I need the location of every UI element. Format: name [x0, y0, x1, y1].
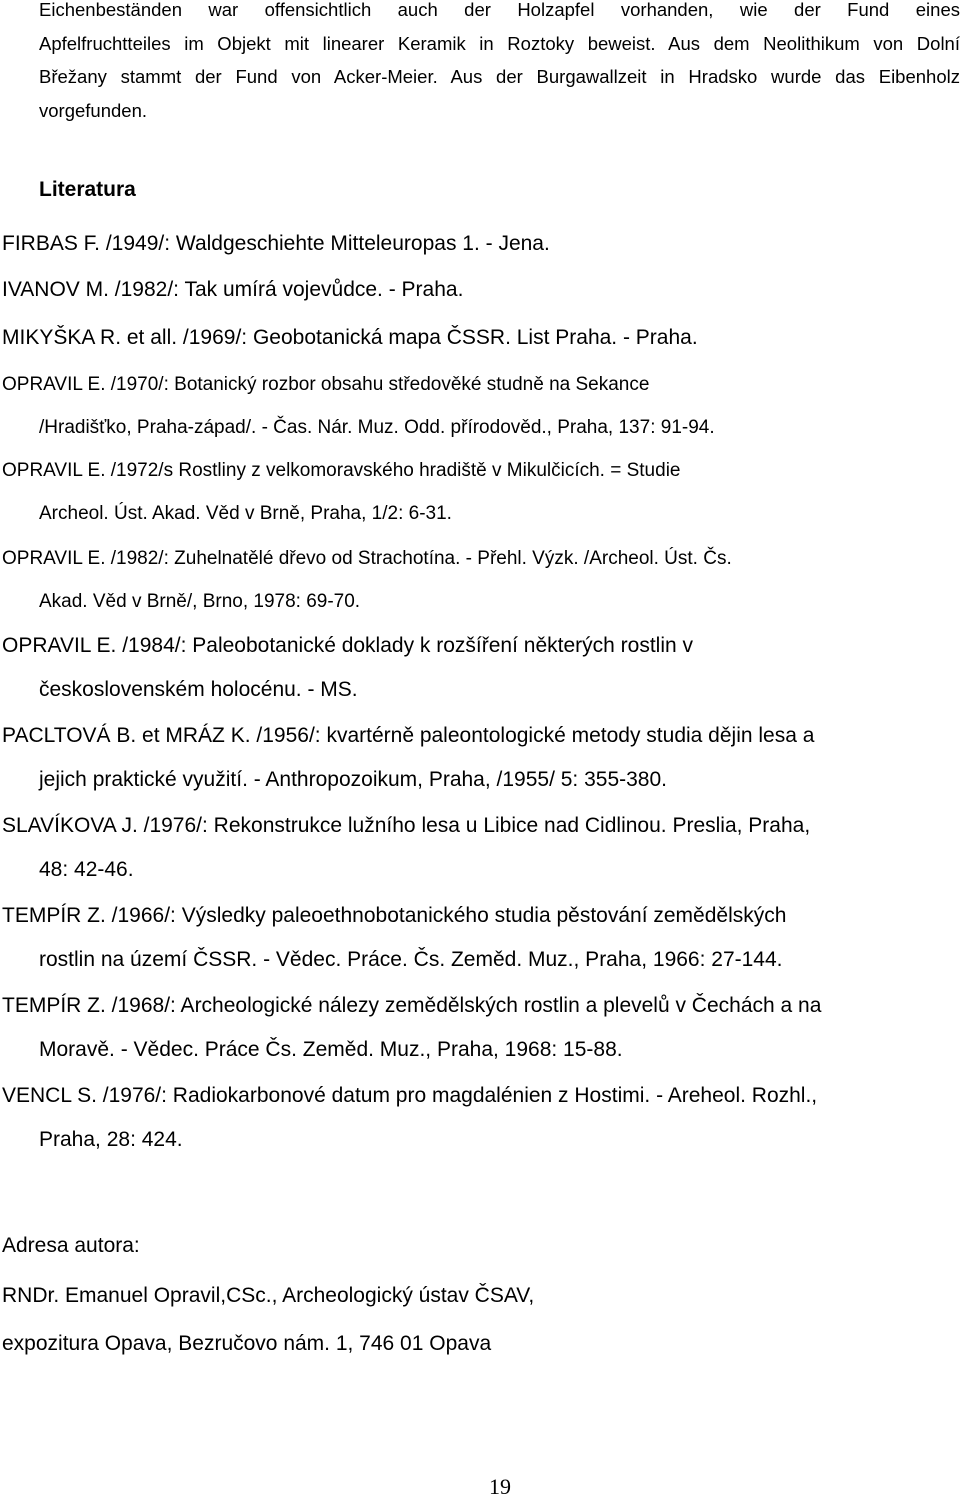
reference-line: OPRAVIL E. /1972/s Rostliny z velkomoravského hradiště v Mikulčicích. = Studie	[2, 460, 681, 481]
reference-item	[2, 894, 960, 982]
author-address	[2, 1224, 534, 1368]
intro-line: vorgefunden.	[39, 99, 148, 121]
section-heading: Literatura	[39, 178, 136, 201]
reference-line: IVANOV M. /1982/: Tak umírá vojevůdce. - Praha.	[2, 278, 464, 301]
reference-item	[2, 222, 960, 266]
reference-item	[2, 448, 960, 534]
reference-list	[2, 222, 960, 1162]
reference-item	[2, 268, 960, 312]
reference-line: Moravě. - Vědec. Práce Čs. Zeměd. Muz., Praha, 1968: 15-88.	[39, 1038, 623, 1061]
reference-item	[2, 714, 960, 802]
reference-line: Akad. Věd v Brně/, Brno, 1978: 69-70.	[39, 591, 361, 612]
reference-item	[2, 362, 960, 448]
reference-line: FIRBAS F. /1949/: Waldgeschiehte Mitteleuropas 1. - Jena.	[2, 232, 550, 255]
reference-line: MIKYŠKA R. et all. /1969/: Geobotanická mapa ČSSR. List Praha. - Praha.	[2, 326, 698, 349]
reference-line: TEMPÍR Z. /1968/: Archeologické nálezy zemědělských rostlin a plevelů v Čechách a na	[2, 994, 822, 1017]
reference-item	[2, 536, 960, 622]
intro-line: Břežany stammt der Fund von Acker-Meier. Aus der Burgawallzeit in Hradsko wurde das Eibenholz	[39, 66, 960, 87]
address-line: expozitura Opava, Bezručovo nám. 1, 746 01 Opava	[2, 1332, 492, 1355]
reference-line: VENCL S. /1976/: Radiokarbonové datum pro magdalénien z Hostimi. - Areheol. Rozhl.,	[2, 1084, 818, 1107]
intro-line: Eichenbeständen war offensichtlich auch der Holzapfel vorhanden, wie der Fund eines	[39, 0, 960, 20]
reference-line: /Hradišťko, Praha-západ/. - Čas. Nár. Muz. Odd. přírodověd., Praha, 137: 91-94.	[39, 417, 715, 438]
reference-line: PACLTOVÁ B. et MRÁZ K. /1956/: kvartérně paleontologické metody studia dějin lesa a	[2, 724, 815, 747]
reference-item	[2, 984, 960, 1072]
reference-line: československém holocénu. - MS.	[39, 678, 358, 701]
address-label: Adresa autora:	[2, 1234, 140, 1257]
intro-paragraph	[39, 0, 960, 127]
reference-line: OPRAVIL E. /1970/: Botanický rozbor obsahu středověké studně na Sekance	[2, 374, 650, 395]
reference-line: Archeol. Úst. Akad. Věd v Brně, Praha, 1/2: 6-31.	[39, 503, 452, 524]
address-line: RNDr. Emanuel Opravil,CSc., Archeologický ústav ČSAV,	[2, 1284, 535, 1307]
reference-item	[2, 804, 960, 892]
reference-line: OPRAVIL E. /1982/: Zuhelnatělé dřevo od Strachotína. - Přehl. Výzk. /Archeol. Úst. Čs.	[2, 548, 732, 569]
intro-line: Apfelfruchtteiles im Objekt mit linearer Keramik in Roztoky beweist. Aus dem Neolithikum von Dolní	[39, 32, 960, 54]
reference-item	[2, 1074, 960, 1162]
page-number: 19	[489, 1474, 511, 1499]
reference-line: OPRAVIL E. /1984/: Paleobotanické doklady k rozšíření některých rostlin v	[2, 634, 694, 657]
reference-line: SLAVÍKOVA J. /1976/: Rekonstrukce lužního lesa u Libice nad Cidlinou. Preslia, Praha,	[2, 814, 811, 837]
reference-line: jejich praktické využití. - Anthropozoikum, Praha, /1955/ 5: 355-380.	[39, 768, 668, 791]
reference-line: 48: 42-46.	[39, 858, 134, 881]
reference-line: TEMPÍR Z. /1966/: Výsledky paleoethnobotanického studia pěstování zemědělských	[2, 904, 787, 927]
reference-item	[2, 624, 960, 712]
reference-item	[2, 316, 960, 360]
reference-line: Praha, 28: 424.	[39, 1128, 183, 1151]
reference-line: rostlin na území ČSSR. - Vědec. Práce. Čs. Zeměd. Muz., Praha, 1966: 27-144.	[39, 948, 783, 971]
